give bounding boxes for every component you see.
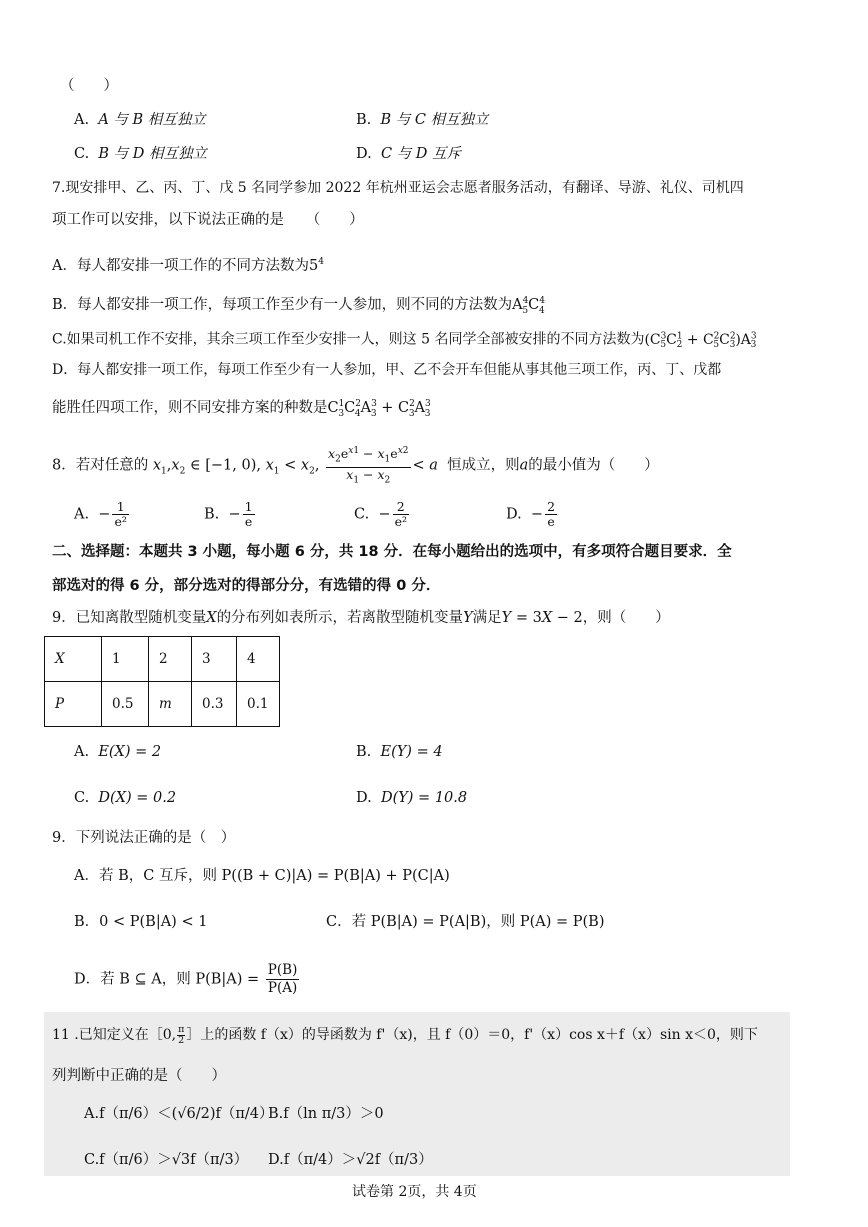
- table-cell: 4: [237, 637, 280, 682]
- q7-stem-line2: 项工作可以安排，以下说法正确的是 （ ）: [52, 212, 364, 228]
- q7-option-c: C.如果司机工作不安排，其余三项工作至少安排一人，则这 5 名同学全部被安排的不同方法数为$(C^3_5C^1_2 + C^2_5C^2_3)A^3_3$: [52, 331, 757, 351]
- q9-option-d: D. D(Y) = 10.8: [356, 790, 468, 806]
- section-heading-line2: 部选对的得 6 分，部分选对的得部分分，有选错的得 0 分．: [52, 578, 441, 594]
- q9b-option-b: B．0 < P(B|A) < 1: [74, 914, 208, 930]
- q9b-option-c: C．若 P(B|A) = P(A|B)，则 P(A) = P(B): [326, 914, 605, 930]
- table-cell: X: [45, 637, 102, 682]
- q9-option-c: C. D(X) = 0.2: [74, 790, 177, 806]
- table-cell: 3: [192, 637, 237, 682]
- q6-option-a: A. A 与 B 相互独立: [74, 112, 206, 128]
- q11-option-d: D.f（π/4）＞√2f（π/3）: [268, 1152, 433, 1168]
- q11-option-c: C.f（π/6）＞√3f（π/3）: [84, 1152, 249, 1168]
- table-cell: P: [45, 682, 102, 727]
- q8-stem: 8．若对任意的 $x_1,x_2$ ∈ [−1, 0), $x_1 < x_2$, $\frac{x_2e^{x1} - x_1e^{x2}}{x_1 - x_2}$ < a 恒成立，则a的最小值为（ ）: [52, 446, 659, 486]
- page-footer: 试卷第 2页，共 4页: [352, 1184, 477, 1200]
- table-cell: 2: [149, 637, 192, 682]
- q9b-option-d: D．若 B ⊆ A，则 P(B|A) = $\frac{P(B)}{P(A)}$: [74, 962, 298, 996]
- q9b-option-a: A．若 B，C 互斥，则 P((B + C)|A) = P(B|A) + P(C|A): [74, 868, 450, 884]
- q9-option-b: B. E(Y) = 4: [356, 744, 443, 760]
- answer-paren: （ ）: [60, 78, 118, 94]
- table-cell: 0.1: [237, 682, 280, 727]
- q6-option-b: B. B 与 C 相互独立: [356, 112, 489, 128]
- q8-option-d: D. − $\frac{2}{e}$: [506, 499, 556, 529]
- section-heading-line1: 二、选择题：本题共 3 小题，每小题 6 分，共 18 分．在每小题给出的选项中，有多项符合题目要求．全: [52, 544, 732, 560]
- table-cell: 0.3: [192, 682, 237, 727]
- q11-option-a: A.f（π/6）＜(√6/2)f（π/4）: [84, 1106, 274, 1122]
- q9-conditional-stem: 9．下列说法正确的是（ ）: [52, 830, 236, 846]
- table-cell: 0.5: [102, 682, 149, 727]
- q8-option-a: A. − $\frac{1}{\text{e²}}$: [74, 499, 127, 529]
- q7-option-d-line2: 能胜任四项工作，则不同安排方案的种数是$C^1_3C^2_4A^3_3 + C^2_3A^3_3$: [52, 399, 431, 419]
- q7-option-d-line1: D．每人都安排一项工作，每项工作至少有一人参加，甲、乙不会开车但能从事其他三项工作，丙、丁、戊都: [52, 362, 722, 378]
- distribution-table: [44, 636, 280, 727]
- q6-option-c: C. B 与 D 相互独立: [74, 146, 208, 162]
- q9-distribution-stem: 9．已知离散型随机变量X的分布列如表所示，若离散型随机变量Y满足Y = 3X − 2，则（ ）: [52, 610, 670, 626]
- q7-stem-line1: 7.现安排甲、乙、丙、丁、戊 5 名同学参加 2022 年杭州亚运会志愿者服务活动，有翻译、导游、礼仪、司机四: [52, 180, 744, 196]
- table-cell: 1: [102, 637, 149, 682]
- q6-option-d: D. C 与 D 互斥: [356, 146, 461, 162]
- q8-option-b: B. − $\frac{1}{e}$: [204, 499, 253, 529]
- q11-stem-line2: 列判断中正确的是（ ）: [52, 1068, 226, 1084]
- q11-option-b: B.f（ln π/3）＞0: [268, 1106, 384, 1122]
- q8-fraction: $\frac{x_2e^{x1} - x_1e^{x2}}{x_1 - x_2}$: [328, 446, 409, 486]
- q9-option-a: A. E(X) = 2: [74, 744, 162, 760]
- q7-option-a: A．每人都安排一项工作的不同方法数为$5^4$: [52, 257, 324, 274]
- table-row: [45, 637, 280, 682]
- q7-option-b: B．每人都安排一项工作，每项工作至少有一人参加，则不同的方法数为$A^4_5C^4_4$: [52, 296, 545, 316]
- table-cell: m: [149, 682, 192, 727]
- q8-option-c: C. − $\frac{2}{\text{e²}}$: [354, 499, 407, 529]
- q11-stem-line1: 11 .已知定义在［0, $\frac{\pi}{2}$ ］上的函数 f（x）的导函数为 f'（x)，且 f（0）＝0，f'（x）cos x＋f（x）sin x＜0，则下: [52, 1023, 758, 1046]
- table-row: [45, 682, 280, 727]
